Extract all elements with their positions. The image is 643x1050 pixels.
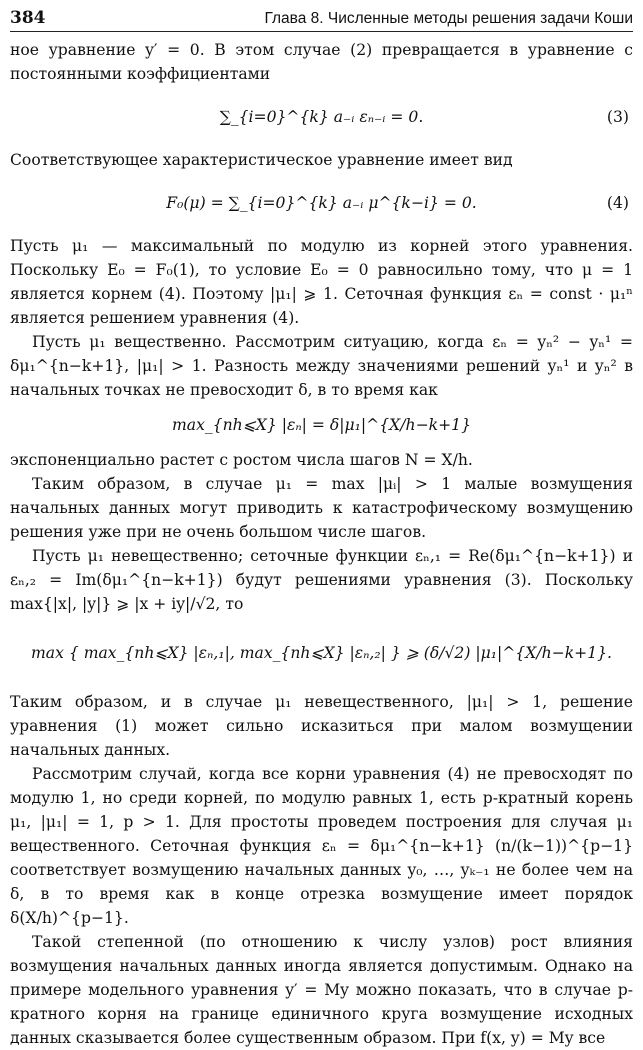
equation-3	[10, 90, 633, 144]
page-body	[10, 38, 633, 1050]
equation-max-pair	[10, 620, 633, 686]
page-header	[10, 4, 633, 32]
paragraph-3: Пусть μ₁ — максимальный по модулю из корней этого уравнения. Поскольку E₀ = F₀(1), то условие E₀ = 0 равносильно тому, что μ = 1 является корнем (4). Поэтому |μ₁| ⩾ 1. Сеточная функция εₙ = const · μ₁ⁿ является решением уравнения (4).	[10, 237, 633, 327]
running-head: Глава 8. Численные методы решения задачи Коши	[264, 10, 633, 27]
equation-3-number: (3)	[606, 108, 629, 126]
paragraph-6: Таким образом, в случае μ₁ = max |μᵢ| > 1 малые возмущения начальных данных могут приводить к катастрофическому возмущению решения уже при не очень большом числе шагов.	[10, 475, 633, 541]
paragraph-4: Пусть μ₁ вещественно. Рассмотрим ситуацию, когда εₙ = yₙ² − yₙ¹ = δμ₁^{n−k+1}, |μ₁| > 1. Разность между значениями решений yₙ¹ и yₙ² в начальных точках не превосходит δ, в то время как	[10, 333, 633, 399]
equation-max-eps	[10, 406, 633, 444]
paragraph-1: ное уравнение y′ = 0. В этом случае (2) превращается в уравнение с постоянными коэффициентами	[10, 41, 633, 83]
paragraph-2: Соответствующее характеристическое уравнение имеет вид	[10, 151, 513, 169]
equation-4-number: (4)	[606, 194, 629, 212]
paragraph-5: экспоненциально растет с ростом числа шагов N = X/h.	[10, 451, 473, 469]
paragraph-9: Рассмотрим случай, когда все корни уравнения (4) не превосходят по модулю 1, но среди корней, по модулю равных 1, есть p-кратный корень μ₁, |μ₁| = 1, p > 1. Для простоты проведем построения для случая μ₁ вещественного. Сеточная функция εₙ = δμ₁^{n−k+1} (n/(k−1))^{p−1} соответствует возмущению начальных данных y₀, …, yₖ₋₁ не более чем на δ, в то время как в конце отрезка возмущение имеет порядок δ(X/h)^{p−1}.	[10, 765, 633, 927]
equation-4-formula: F₀(μ) = ∑_{i=0}^{k} a₋ᵢ μ^{k−i} = 0.	[166, 194, 477, 212]
paragraph-8: Таким образом, и в случае μ₁ невещественного, |μ₁| > 1, решение уравнения (1) может сильно исказиться при малом возмущении начальных данных.	[10, 693, 633, 759]
equation-4	[10, 176, 633, 230]
equation-max-pair-formula: max { max_{nh⩽X} |εₙ,₁|, max_{nh⩽X} |εₙ,₂| } ⩾ (δ/√2) |μ₁|^{X/h−k+1}.	[30, 644, 613, 662]
paragraph-10: Такой степенной (по отношению к числу узлов) рост влияния возмущения начальных данных иногда является допустимым. Однако на примере модельного уравнения y′ = My можно показать, что в случае p-кратного корня на границе единичного круга возмущение исходных данных сказывается более существенным образом. При f(x, y) = My все	[10, 933, 633, 1047]
page-number: 384	[10, 8, 46, 28]
equation-3-formula: ∑_{i=0}^{k} a₋ᵢ εₙ₋ᵢ = 0.	[219, 108, 424, 126]
paragraph-7: Пусть μ₁ невещественно; сеточные функции εₙ,₁ = Re(δμ₁^{n−k+1}) и εₙ,₂ = Im(δμ₁^{n−k+1}) будут решениями уравнения (3). Поскольку max{|x|, |y|} ⩾ |x + iy|/√2, то	[10, 547, 633, 613]
equation-max-eps-formula: max_{nh⩽X} |εₙ| = δ|μ₁|^{X/h−k+1}	[172, 416, 471, 434]
